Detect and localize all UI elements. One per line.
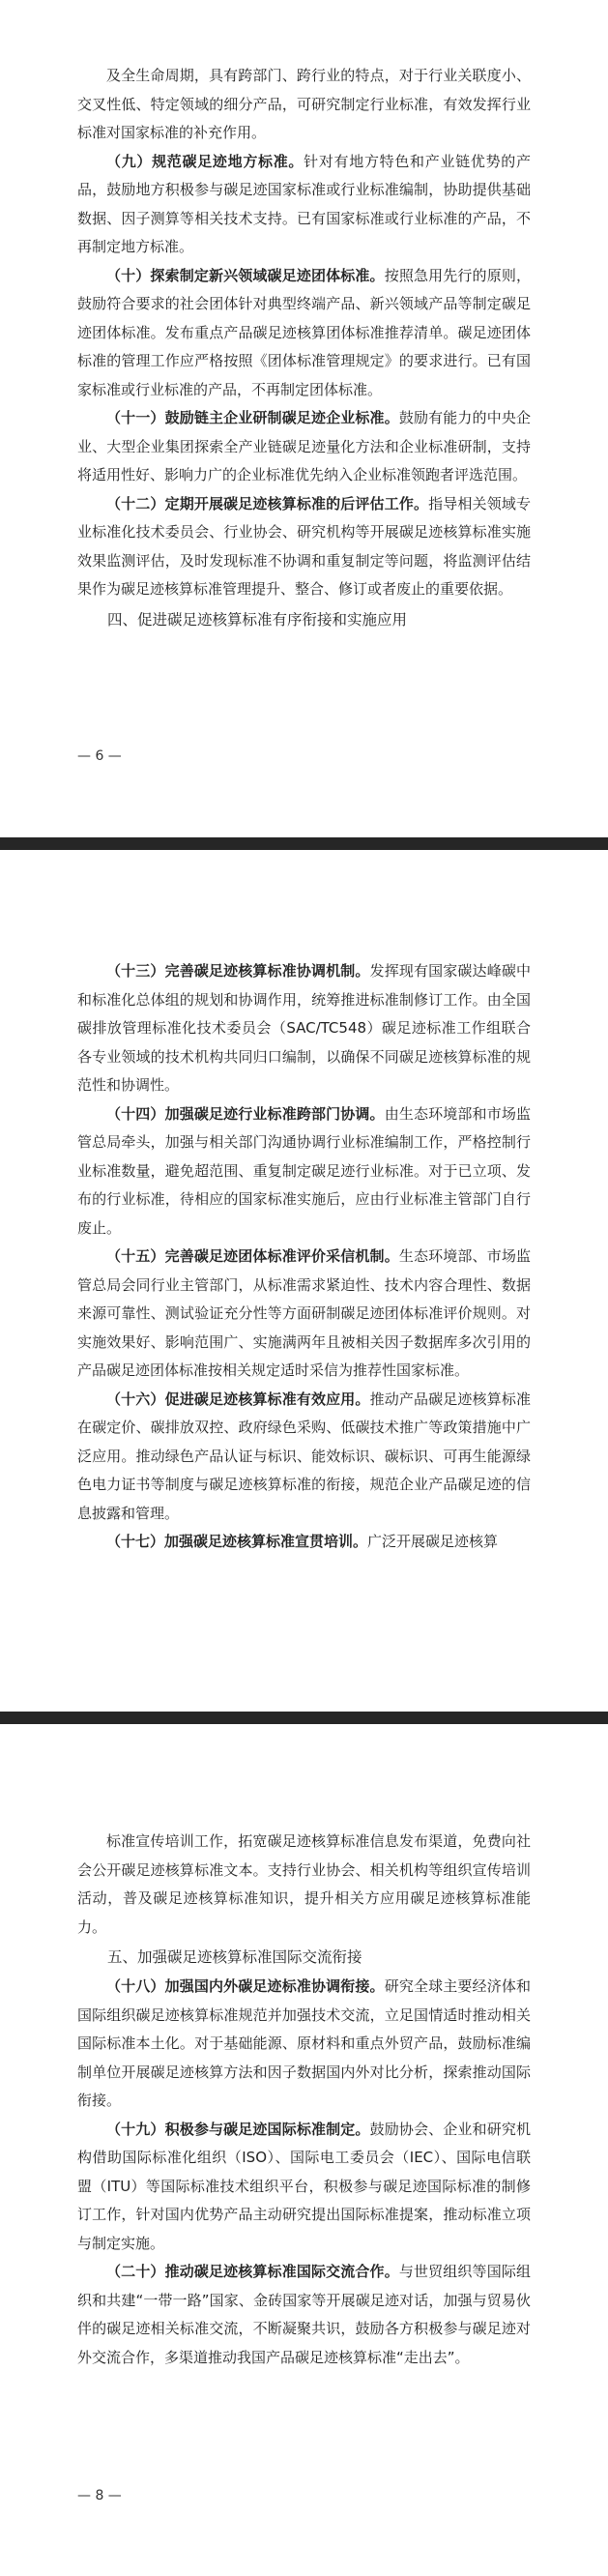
paragraph-text: 推动产品碳足迹核算标准在碳定价、碳排放双控、政府绿色采购、低碳技术推广等政策措施中广泛应用。推动绿色产品认证与标识、能效标识、碳标识、可再生能源绿色电力证书等制度与碳足迹核算标准的衔接，规范企业产品碳足迹的信息披露和管理。	[77, 1390, 531, 1522]
paragraph-item-19	[77, 2116, 531, 2259]
paragraph-item-11	[77, 404, 531, 490]
page-body	[77, 957, 531, 1557]
paragraph-text: 针对有地方特色和产业链优势的产品，鼓励地方积极参与碳足迹国家标准或行业标准编制，协助提供基础数据、因子测算等相关技术支持。已有国家标准或行业标准的产品，不再制定地方标准。	[77, 152, 531, 255]
paragraph-text: 鼓励协会、企业和研究机构借助国际标准化组织（ISO）、国际电工委员会（IEC）、国际电信联盟（ITU）等国际标准技术组织平台，积极参与碳足迹国际标准的制修订工作，针对国内优势产品主动研究提出国际标准提案，推动标准立项与制定实施。	[77, 2120, 531, 2252]
paragraph-text: 指导相关领域专业标准化技术委员会、行业协会、研究机构等开展碳足迹核算标准实施效果监测评估，及时发现标准不协调和重复制定等问题，将监测评估结果作为碳足迹核算标准管理提升、整合、修订或者废止的重要依据。	[77, 494, 531, 598]
paragraph-lead: （十七）加强碳足迹核算标准宣贯培训。	[106, 1533, 368, 1550]
paragraph-text: 鼓励有能力的中央企业、大型企业集团探索全产业链碳足迹量化方法和企业标准研制，支持将适用性好、影响力广的企业标准优先纳入企业标准领跑者评选范围。	[77, 409, 531, 483]
paragraph-lead: （十二）定期开展碳足迹核算标准的后评估工作。	[106, 494, 429, 512]
paragraph-text: 按照急用先行的原则，鼓励符合要求的社会团体针对典型终端产品、新兴领域产品等制定碳足迹团体标准。发布重点产品碳足迹核算团体标准推荐清单。碳足迹团体标准的管理工作应严格按照《团体标准管理规定》的要求进行。已有国家标准或行业标准的产品，不再制定团体标准。	[77, 266, 531, 398]
document-page-8	[0, 1724, 608, 2576]
paragraph-item-9	[77, 148, 531, 262]
paragraph-lead: （十五）完善碳足迹团体标准评价采信机制。	[106, 1247, 399, 1265]
page-separator	[0, 1712, 608, 1724]
page-separator	[0, 837, 608, 850]
paragraph-item-10	[77, 262, 531, 405]
paragraph-continuation	[77, 1828, 531, 1942]
paragraph-text: 广泛开展碳足迹核算	[367, 1533, 499, 1550]
paragraph-text: 与世贸组织等国际组织和共建“一带一路”国家、金砖国家等开展碳足迹对话，加强与贸易伙伴的碳足迹相关标准交流，不断凝聚共识，鼓励各方积极参与碳足迹对外交流合作，多渠道推动我国产品碳足迹核算标准“走出去”。	[77, 2263, 531, 2366]
paragraph-text: 生态环境部、市场监管总局会同行业主管部门，从标准需求紧迫性、技术内容合理性、数据来源可靠性、测试验证充分性等方面研制碳足迹团体标准评价规则。对实施效果好、影响范围广、实施满两年且被相关因子数据库多次引用的产品碳足迹团体标准按相关规定适时采信为推荐性国家标准。	[77, 1247, 531, 1379]
paragraph-lead: （九）规范碳足迹地方标准。	[106, 152, 304, 170]
section-heading-5: 五、加强碳足迹核算标准国际交流衔接	[107, 1948, 362, 1966]
paragraph-item-12	[77, 490, 531, 604]
page-body	[77, 1828, 531, 2372]
paragraph-text: 及全生命周期，具有跨部门、跨行业的特点，对于行业关联度小、交叉性低、特定领域的细分产品，可研究制定行业标准，有效发挥行业标准对国家标准的补充作用。	[77, 67, 531, 141]
section-heading-4: 四、促进碳足迹核算标准有序衔接和实施应用	[107, 610, 408, 629]
paragraph-lead: （二十）推动碳足迹核算标准国际交流合作。	[106, 2263, 399, 2280]
paragraph-lead: （十六）促进碳足迹核算标准有效应用。	[106, 1390, 370, 1408]
paragraph-lead: （十三）完善碳足迹核算标准协调机制。	[106, 962, 370, 980]
paragraph-item-14	[77, 1100, 531, 1244]
paragraph-text: 由生态环境部和市场监管总局牵头，加强与相关部门沟通协调行业标准编制工作，严格控制行业标准数量，避免超范围、重复制定碳足迹行业标准。对于已立项、发布的行业标准，待相应的国家标准实施后，应由行业标准主管部门自行废止。	[77, 1104, 531, 1237]
paragraph-lead: （十）探索制定新兴领域碳足迹团体标准。	[106, 266, 385, 284]
paragraph-item-16	[77, 1386, 531, 1529]
paragraph-lead: （十八）加强国内外碳足迹标准协调衔接。	[106, 1977, 385, 1995]
paragraph-item-13	[77, 957, 531, 1100]
paragraph-lead: （十九）积极参与碳足迹国际标准制定。	[106, 2120, 370, 2138]
document-page-6	[0, 0, 608, 837]
paragraph-lead: （十一）鼓励链主企业研制碳足迹企业标准。	[106, 409, 399, 426]
paragraph-continuation	[77, 62, 531, 148]
paragraph-text: 标准宣传培训工作，拓宽碳足迹核算标准信息发布渠道，免费向社会公开碳足迹核算标准文本。支持行业协会、相关机构等组织宣传培训活动，普及碳足迹核算标准知识，提升相关方应用碳足迹核算标准能力。	[77, 1832, 531, 1936]
page-body	[77, 62, 531, 635]
document-page-7	[0, 850, 608, 1712]
page-number: — 6 —	[77, 748, 122, 764]
paragraph-item-17	[77, 1528, 531, 1557]
paragraph-item-15	[77, 1243, 531, 1386]
paragraph-text: 研究全球主要经济体和国际组织碳足迹核算标准规范并加强技术交流，立足国情适时推动相关国际标准本土化。对于基础能源、原材料和重点外贸产品，鼓励标准编制单位开展碳足迹核算方法和因子数据国内外对比分析，探索推动国际衔接。	[77, 1977, 531, 2109]
paragraph-item-18	[77, 1973, 531, 2116]
page-number: — 8 —	[77, 2488, 122, 2503]
paragraph-text: 发挥现有国家碳达峰碳中和标准化总体组的规划和协调作用，统筹推进标准制修订工作。由全国碳排放管理标准化技术委员会（SAC/TC548）碳足迹标准工作组联合各专业领域的技术机构共同归口编制，以确保不同碳足迹核算标准的规范性和协调性。	[77, 962, 531, 1094]
paragraph-lead: （十四）加强碳足迹行业标准跨部门协调。	[106, 1104, 385, 1123]
paragraph-item-20	[77, 2258, 531, 2372]
